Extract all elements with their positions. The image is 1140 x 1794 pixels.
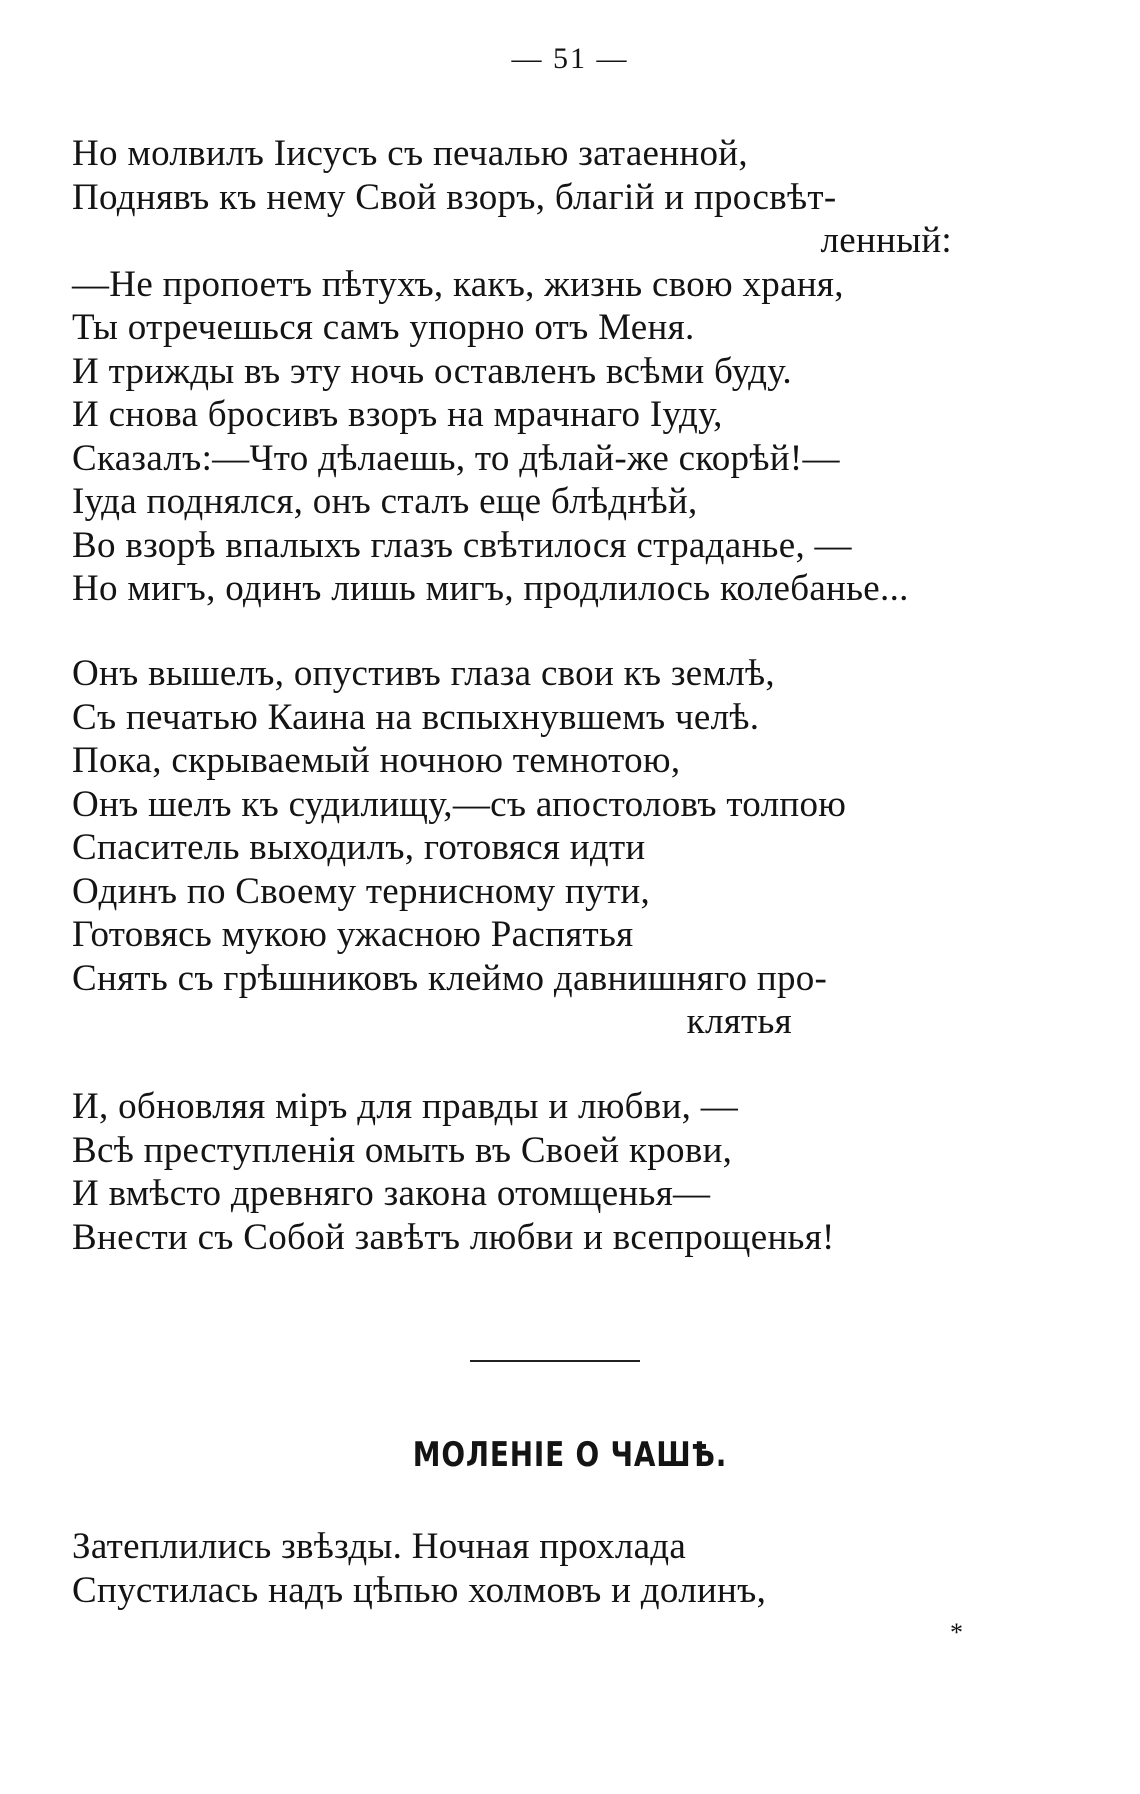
stanza — [72, 1525, 1032, 1612]
verse-line: Внести съ Собой завѣтъ любви и всепрощенья! — [72, 1216, 835, 1258]
section-divider — [470, 1360, 640, 1362]
verse-line-continuation: клятья — [686, 1001, 792, 1042]
verse-line: Пока, скрываемый ночною темнотою, — [72, 740, 681, 781]
verse-line: И трижды въ эту ночь оставленъ всѣми буду. — [72, 350, 792, 392]
stanza — [72, 1085, 1032, 1259]
verse-line: Сказалъ:—Что дѣлаешь, то дѣлай-же скорѣй!— — [72, 437, 840, 479]
verse-line: Онъ вышелъ, опустивъ глаза свои къ землѣ, — [72, 653, 775, 694]
verse-line: Готовясь мукою ужасною Распятья — [72, 914, 634, 955]
asterisk-mark: * — [950, 1618, 963, 1647]
verse-line: И, обновляя міръ для правды и любви, — — [72, 1086, 739, 1127]
page-number: — 51 — — [511, 42, 629, 75]
verse-line: Всѣ преступленія омыть въ Своей крови, — [72, 1129, 733, 1171]
verse-line: Съ печатью Каина на вспыхнувшемъ челѣ. — [72, 696, 760, 738]
verse-line: Снять съ грѣшниковъ клеймо давнишняго про- — [72, 957, 828, 999]
verse-line: Поднявъ къ нему Свой взоръ, благій и просвѣт- — [72, 176, 837, 218]
verse-line: И снова бросивъ взоръ на мрачнаго Іуду, — [72, 394, 723, 435]
verse-line: Спустилась надъ цѣпью холмовъ и долинъ, — [72, 1569, 767, 1611]
verse-line: Ты отречешься самъ упорно отъ Меня. — [72, 307, 695, 348]
verse-line: Затеплились звѣзды. Ночная прохлада — [72, 1526, 687, 1567]
verse-line: Спаситель выходилъ, готовяся идти — [72, 827, 646, 868]
stanza — [72, 132, 1032, 611]
verse-line: Но мигъ, одинъ лишь мигъ, продлилось колебанье... — [72, 568, 909, 609]
verse-line: Но молвилъ Іисусъ съ печалью затаенной, — [72, 133, 748, 174]
stanza — [72, 652, 1032, 1044]
section-title: МОЛЕНІЕ О ЧАШѢ. — [412, 1435, 728, 1475]
verse-line: Одинъ по Своему тернисному пути, — [72, 870, 651, 912]
verse-line: —Не пропоетъ пѣтухъ, какъ, жизнь свою храня, — [72, 263, 844, 305]
verse-line: Во взорѣ впалыхъ глазъ свѣтилося страданье, — — [72, 524, 852, 566]
verse-line-continuation: ленный: — [820, 220, 952, 261]
verse-line: И вмѣсто древняго закона отомщенья— — [72, 1173, 711, 1214]
verse-line: Іуда поднялся, онъ сталъ еще блѣднѣй, — [72, 481, 698, 522]
verse-line: Онъ шелъ къ судилищу,—съ апостоловъ толпою — [72, 783, 847, 825]
